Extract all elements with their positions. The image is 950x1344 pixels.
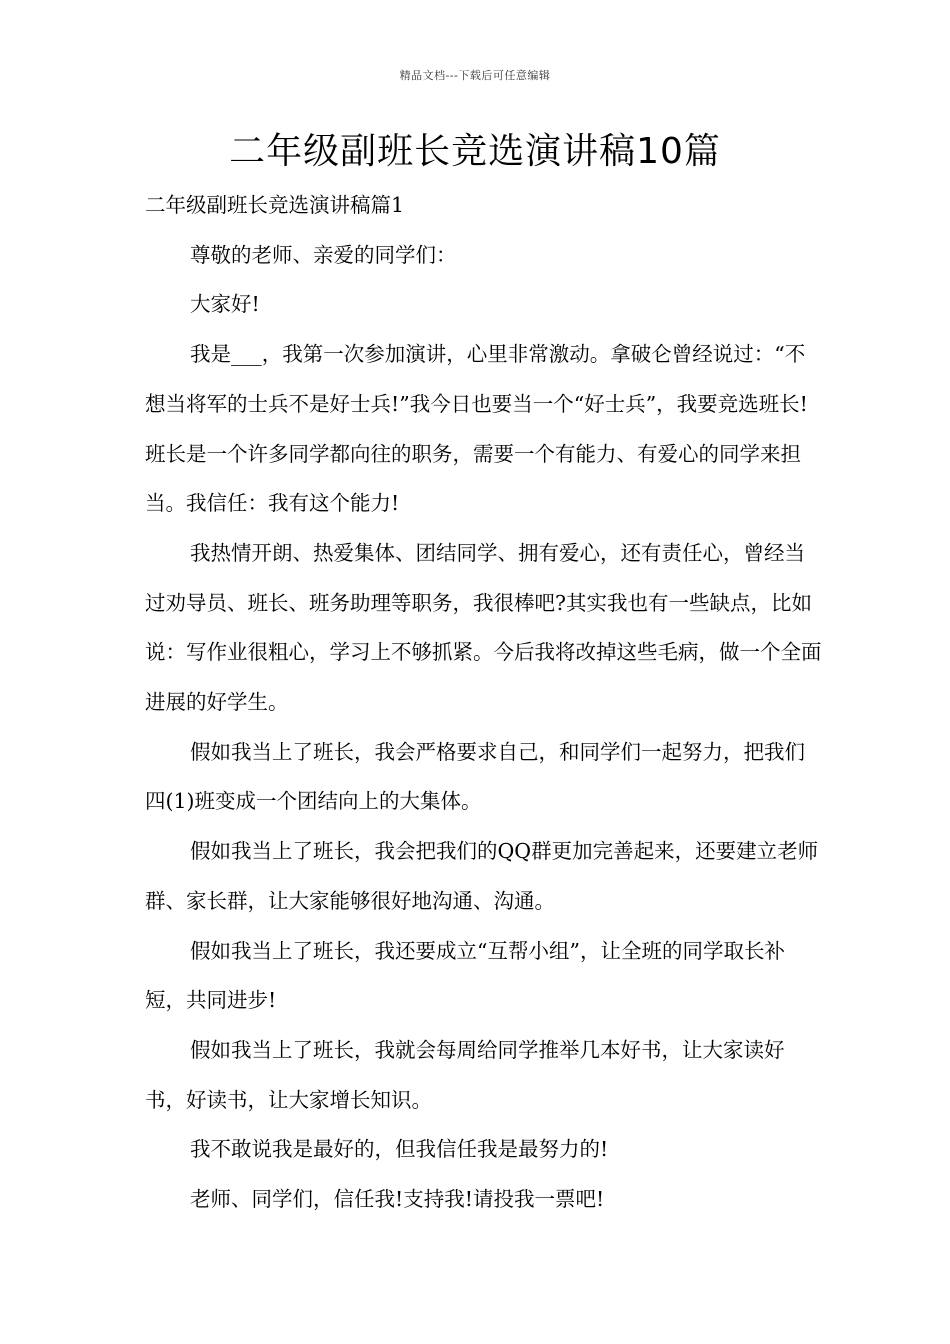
paragraph-pledge-help-group: 假如我当上了班长，我还要成立“互帮小组”，让全班的同学取长补短，共同进步! (145, 938, 785, 1013)
paragraph-effort: 我不敢说我是最好的，但我信任我是最努力的! (190, 1137, 609, 1162)
document-body (145, 181, 825, 1225)
paragraph-closing: 老师、同学们，信任我!支持我!请投我一票吧! (190, 1187, 605, 1212)
paragraph-pledge-books: 假如我当上了班长，我就会每周给同学推举几本好书，让大家读好书，好读书，让大家增长知识。 (145, 1037, 785, 1112)
header-note: 精品文档---下载后可任意编辑 (399, 69, 551, 82)
paragraph-pledge-unity: 假如我当上了班长，我会严格要求自己，和同学们一起努力，把我们四(1)班变成一个团结向上的大集体。 (145, 739, 805, 814)
section-heading: 二年级副班长竞选演讲稿篇1 (145, 193, 405, 217)
paragraph-intro: 我是___，我第一次参加演讲，心里非常激动。拿破仑曾经说过：“不想当将军的士兵不是好士兵!”我今日也要当一个“好士兵”，我要竞选班长!班长是一个许多同学都向往的职务，需要一个有能力、有爱心的同学来担当。我信任：我有这个能力! (145, 342, 808, 516)
document-title: 二年级副班长竞选演讲稿10篇 (229, 131, 721, 172)
paragraph-hello: 大家好! (190, 292, 260, 317)
paragraph-pledge-qq-group: 假如我当上了班长，我会把我们的QQ群更加完善起来，还要建立老师群、家长群，让大家能够很好地沟通、沟通。 (145, 839, 819, 913)
paragraph-greeting: 尊敬的老师、亲爱的同学们： (190, 242, 457, 267)
paragraph-self-description: 我热情开朗、热爱集体、团结同学、拥有爱心，还有责任心，曾经当过劝导员、班长、班务助理等职务，我很棒吧?其实我也有一些缺点，比如说：写作业很粗心，学习上不够抓紧。今后我将改掉这些毛病，做一个全面进展的好学生。 (145, 540, 822, 715)
